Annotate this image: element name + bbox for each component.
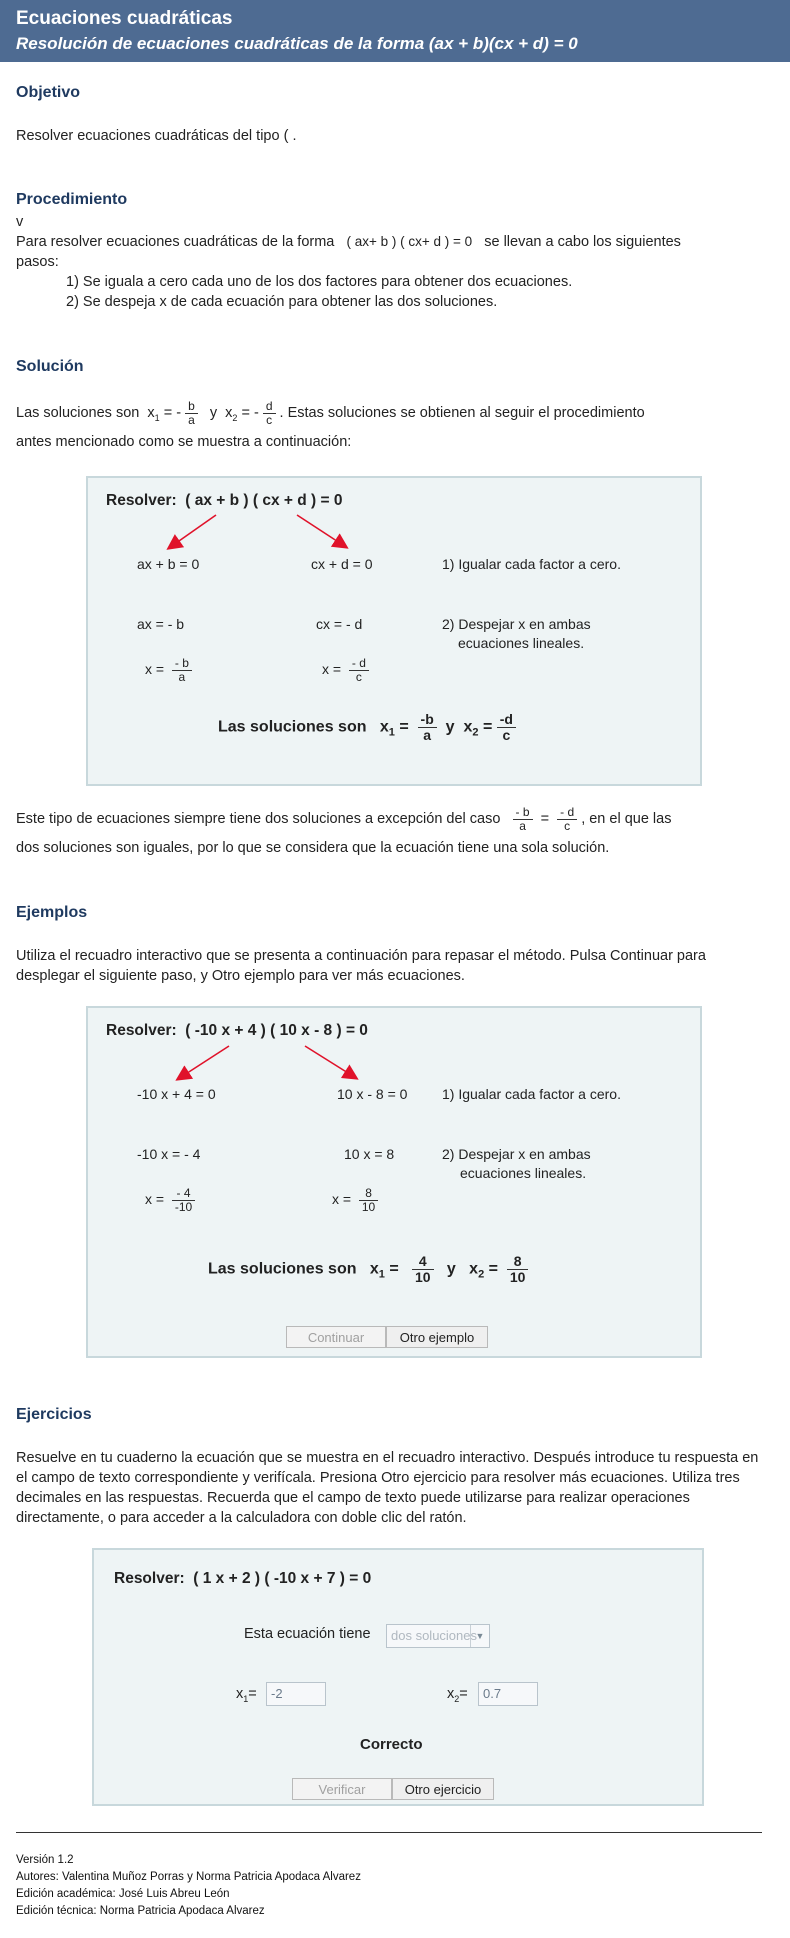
solucion-frac2 [263,400,276,426]
procedimiento-pasos: pasos: [16,254,59,270]
footer-autores: Autores: Valentina Muñoz Porras y Norma Patricia Apodaca Alvarez [16,1871,361,1883]
solucion-x1: x [147,405,155,421]
box1-sol-eq2: = [482,718,493,736]
box2-x1-sol [145,1187,195,1213]
caso-line2: dos soluciones son iguales, por lo que se considera que la ecuación tiene una sola solución. [16,840,610,856]
solucion-heading: Solución [16,358,84,375]
box1-x2-num: - d [349,657,369,671]
solucion-x1-sub: 1 [154,412,160,423]
footer-tecnica: Edición técnica: Norma Patricia Apodaca Alvarez [16,1905,265,1917]
otro-ejercicio-button[interactable]: Otro ejercicio [392,1778,494,1800]
box3-x1-label [236,1686,257,1704]
box1-x1-num: - b [172,657,192,671]
procedimiento-step1: 1) Se iguala a cero cada uno de los dos factores para obtener dos ecuaciones. [66,274,573,290]
box2-sol-frac1 [412,1254,434,1284]
solucion-frac2-num: d [263,400,276,414]
box3-x2: x [447,1686,455,1702]
caso-eq: = [540,811,550,827]
solucion-frac1-num: b [185,400,198,414]
solucion-eq2: = [241,405,250,421]
footer-version: Versión 1.2 [16,1854,74,1866]
box1-step1: 1) Igualar cada factor a cero. [442,556,621,572]
box2-sol-frac1-num: 4 [412,1254,434,1270]
box2-sol-x1: x [369,1260,379,1278]
chevron-down-icon: ▼ [470,1625,489,1647]
box1-eq2: cx + d = 0 [311,556,373,572]
box1-x2-frac [349,657,369,683]
box2-x2-label: x = [332,1190,352,1207]
box2-solutions [208,1254,528,1284]
x2-input[interactable]: 0.7 [478,1682,538,1706]
box2-arrow-right [305,1046,356,1078]
solucion-eq1: = [163,405,173,421]
box1-arrow-left [169,515,216,548]
box1-sol-frac2-num: -d [497,712,516,728]
box1-sol-frac1 [418,712,437,742]
box2-equation: ( -10 x + 4 ) ( 10 x - 8 ) = 0 [185,1022,368,1039]
box2-x1-frac [172,1187,195,1213]
box1-step2b: ecuaciones lineales. [458,635,585,651]
box3-resolver-label: Resolver: [114,1570,185,1587]
page-header [0,0,790,62]
box1-x2-sol [322,657,369,683]
box2-sol-x1-sub: 1 [378,1268,385,1281]
procedimiento-step2: 2) Se despeja x de cada ecuación para obtener las dos soluciones. [66,294,498,310]
box1-equation: ( ax + b ) ( cx + d ) = 0 [185,492,343,509]
box2-sol-text: Las soluciones son [208,1260,357,1278]
procedimiento-intro-pre: Para resolver ecuaciones cuadráticas de la forma [16,234,335,250]
box2-sol-x2: x [469,1260,479,1278]
box1-sol-eq1: = [399,718,409,736]
box3-x1-sub: 1 [243,1693,249,1704]
box3-equation: ( 1 x + 2 ) ( -10 x + 7 ) = 0 [193,1570,372,1587]
caso-frac1-num: - b [513,806,533,820]
solucion-y: y [209,405,218,421]
solucion-frac2-den: c [266,412,273,427]
procedimiento-intro [16,232,772,252]
box2-eq4: 10 x = 8 [344,1146,395,1162]
box2-step2b: ecuaciones lineales. [460,1165,587,1181]
caso-frac2-num: - d [557,806,577,820]
example-box [86,1006,702,1358]
box2-x1-num: - 4 [172,1187,195,1201]
box3-x1: x [236,1686,244,1702]
procedimiento-v: v [16,214,24,230]
box2-arrows [88,1008,700,1088]
objetivo-text: Resolver ecuaciones cuadráticas del tipo ( . [16,128,297,144]
box2-sol-y: y [446,1260,456,1278]
caso-frac2-den: c [564,818,571,833]
continuar-button[interactable]: Continuar [286,1326,386,1348]
solucion-line1-pre: Las soluciones son [16,405,140,421]
box2-step1: 1) Igualar cada factor a cero. [442,1086,621,1102]
box1-eq1: ax + b = 0 [137,556,200,572]
procedimiento-formula: ( ax+ b ) ( cx+ d ) = 0 [346,234,473,249]
caso-line1 [16,806,671,832]
box2-sol-eq2: = [488,1260,498,1278]
objetivo-heading: Objetivo [16,84,81,101]
box1-x1-frac [172,657,192,683]
box2-x2-den: 10 [361,1199,376,1214]
solutions-select[interactable] [386,1624,490,1648]
box2-x2-num: 8 [359,1187,378,1201]
solucion-frac1-den: a [188,412,195,427]
solucion-line1 [16,400,645,431]
box1-eq3: ax = - b [137,616,185,632]
solucion-line1-post: . Estas soluciones se obtienen al seguir el procedimiento [279,405,645,421]
box1-solutions [218,712,516,742]
box2-eq1: -10 x + 4 = 0 [137,1086,216,1102]
procedure-box [86,476,702,786]
box1-sol-frac1-den: a [423,726,432,743]
page-subtitle: Resolución de ecuaciones cuadráticas de la forma (ax + b)(cx + d) = 0 [16,34,578,53]
caso-frac2 [557,806,577,832]
result-message: Correcto [360,1736,423,1753]
solucion-minus2: - [253,405,259,421]
box1-x1-den: a [178,669,186,684]
box2-sol-frac2-den: 10 [509,1268,526,1285]
page-title: Ecuaciones cuadráticas [16,8,233,29]
solucion-minus1: - [176,405,182,421]
box1-sol-x2-sub: 2 [472,726,479,739]
box3-x2-sub: 2 [454,1693,460,1704]
box1-arrows [88,478,700,558]
box1-sol-frac2-den: c [502,726,511,743]
box2-sol-eq1: = [389,1260,399,1278]
box3-tiene-label: Esta ecuación tiene [244,1626,371,1642]
box3-resolver-line [114,1570,371,1588]
ejercicios-text: Resuelve en tu cuaderno la ecuación que se muestra en el recuadro interactivo. Después introduce tu respuesta en el campo de texto correspondiente y verifícala. Presiona Otro ejercicio para resolver más ecuaciones. Utiliza tres decimales en las respuestas. Recuerda que el campo de texto puede utilizarse para realizar operaciones directamente, o para acceder a la calculadora con doble clic del ratón. [16,1450,759,1526]
box1-sol-x2: x [463,718,473,736]
box2-arrow-left [178,1046,229,1079]
box1-sol-frac1-num: -b [418,712,437,728]
box1-x2-label: x = [322,660,342,677]
box3-x1-eq: = [248,1686,257,1702]
caso-pre: Este tipo de ecuaciones siempre tiene dos soluciones a excepción del caso [16,811,501,827]
box2-step2a: 2) Despejar x en ambas [442,1146,591,1162]
box1-sol-frac2 [497,712,516,742]
caso-post: , en el que las [581,811,672,827]
box2-sol-frac1-den: 10 [415,1268,431,1285]
box2-x2-sol [332,1187,378,1213]
box2-eq3: -10 x = - 4 [137,1146,201,1162]
box3-x2-eq: = [459,1686,468,1702]
verificar-button[interactable]: Verificar [292,1778,392,1800]
procedimiento-intro-post: se llevan a cabo los siguientes [484,234,681,250]
solutions-select-value: dos soluciones [391,1628,477,1643]
footer-academica: Edición académica: José Luis Abreu León [16,1888,230,1900]
box1-sol-y: y [445,718,455,736]
caso-frac1-den: a [519,818,526,833]
exercise-box [92,1548,704,1806]
box1-resolver-label: Resolver: [106,492,177,509]
ejemplos-text: Utiliza el recuadro interactivo que se presenta a continuación para repasar el método. Pulsa Continuar para desplegar el siguiente paso, y Otro ejemplo para ver más ecuaciones. [16,948,706,984]
x1-input[interactable]: -2 [266,1682,326,1706]
solucion-line2: antes mencionado como se muestra a continuación: [16,434,352,450]
box2-sol-frac2-num: 8 [507,1254,529,1270]
box3-x2-label [447,1686,468,1704]
box1-sol-text: Las soluciones son [218,718,367,736]
solucion-x2-sub: 2 [232,412,238,423]
box1-arrow-right [297,515,346,547]
box2-sol-x2-sub: 2 [478,1268,485,1281]
box2-x1-label: x = [145,1190,165,1207]
box1-sol-x1-sub: 1 [388,726,395,739]
box1-x1-sol [145,657,192,683]
box1-sol-x1: x [379,718,389,736]
box2-eq2: 10 x - 8 = 0 [337,1086,408,1102]
box2-resolver-label: Resolver: [106,1022,177,1039]
solucion-frac1 [185,400,198,426]
footer-divider [16,1832,762,1833]
box2-x2-frac [359,1187,378,1213]
ejercicios-heading: Ejercicios [16,1406,92,1423]
caso-frac1 [513,806,533,832]
box1-eq4: cx = - d [316,616,363,632]
box1-x1-label: x = [145,660,165,677]
box1-x2-den: c [355,669,362,684]
solucion-x2: x [225,405,233,421]
ejemplos-heading: Ejemplos [16,904,88,921]
box2-sol-frac2 [507,1254,529,1284]
procedimiento-heading: Procedimiento [16,191,128,208]
box1-step2a: 2) Despejar x en ambas [442,616,591,632]
box2-x1-den: -10 [174,1199,193,1214]
otro-ejemplo-button[interactable]: Otro ejemplo [386,1326,488,1348]
